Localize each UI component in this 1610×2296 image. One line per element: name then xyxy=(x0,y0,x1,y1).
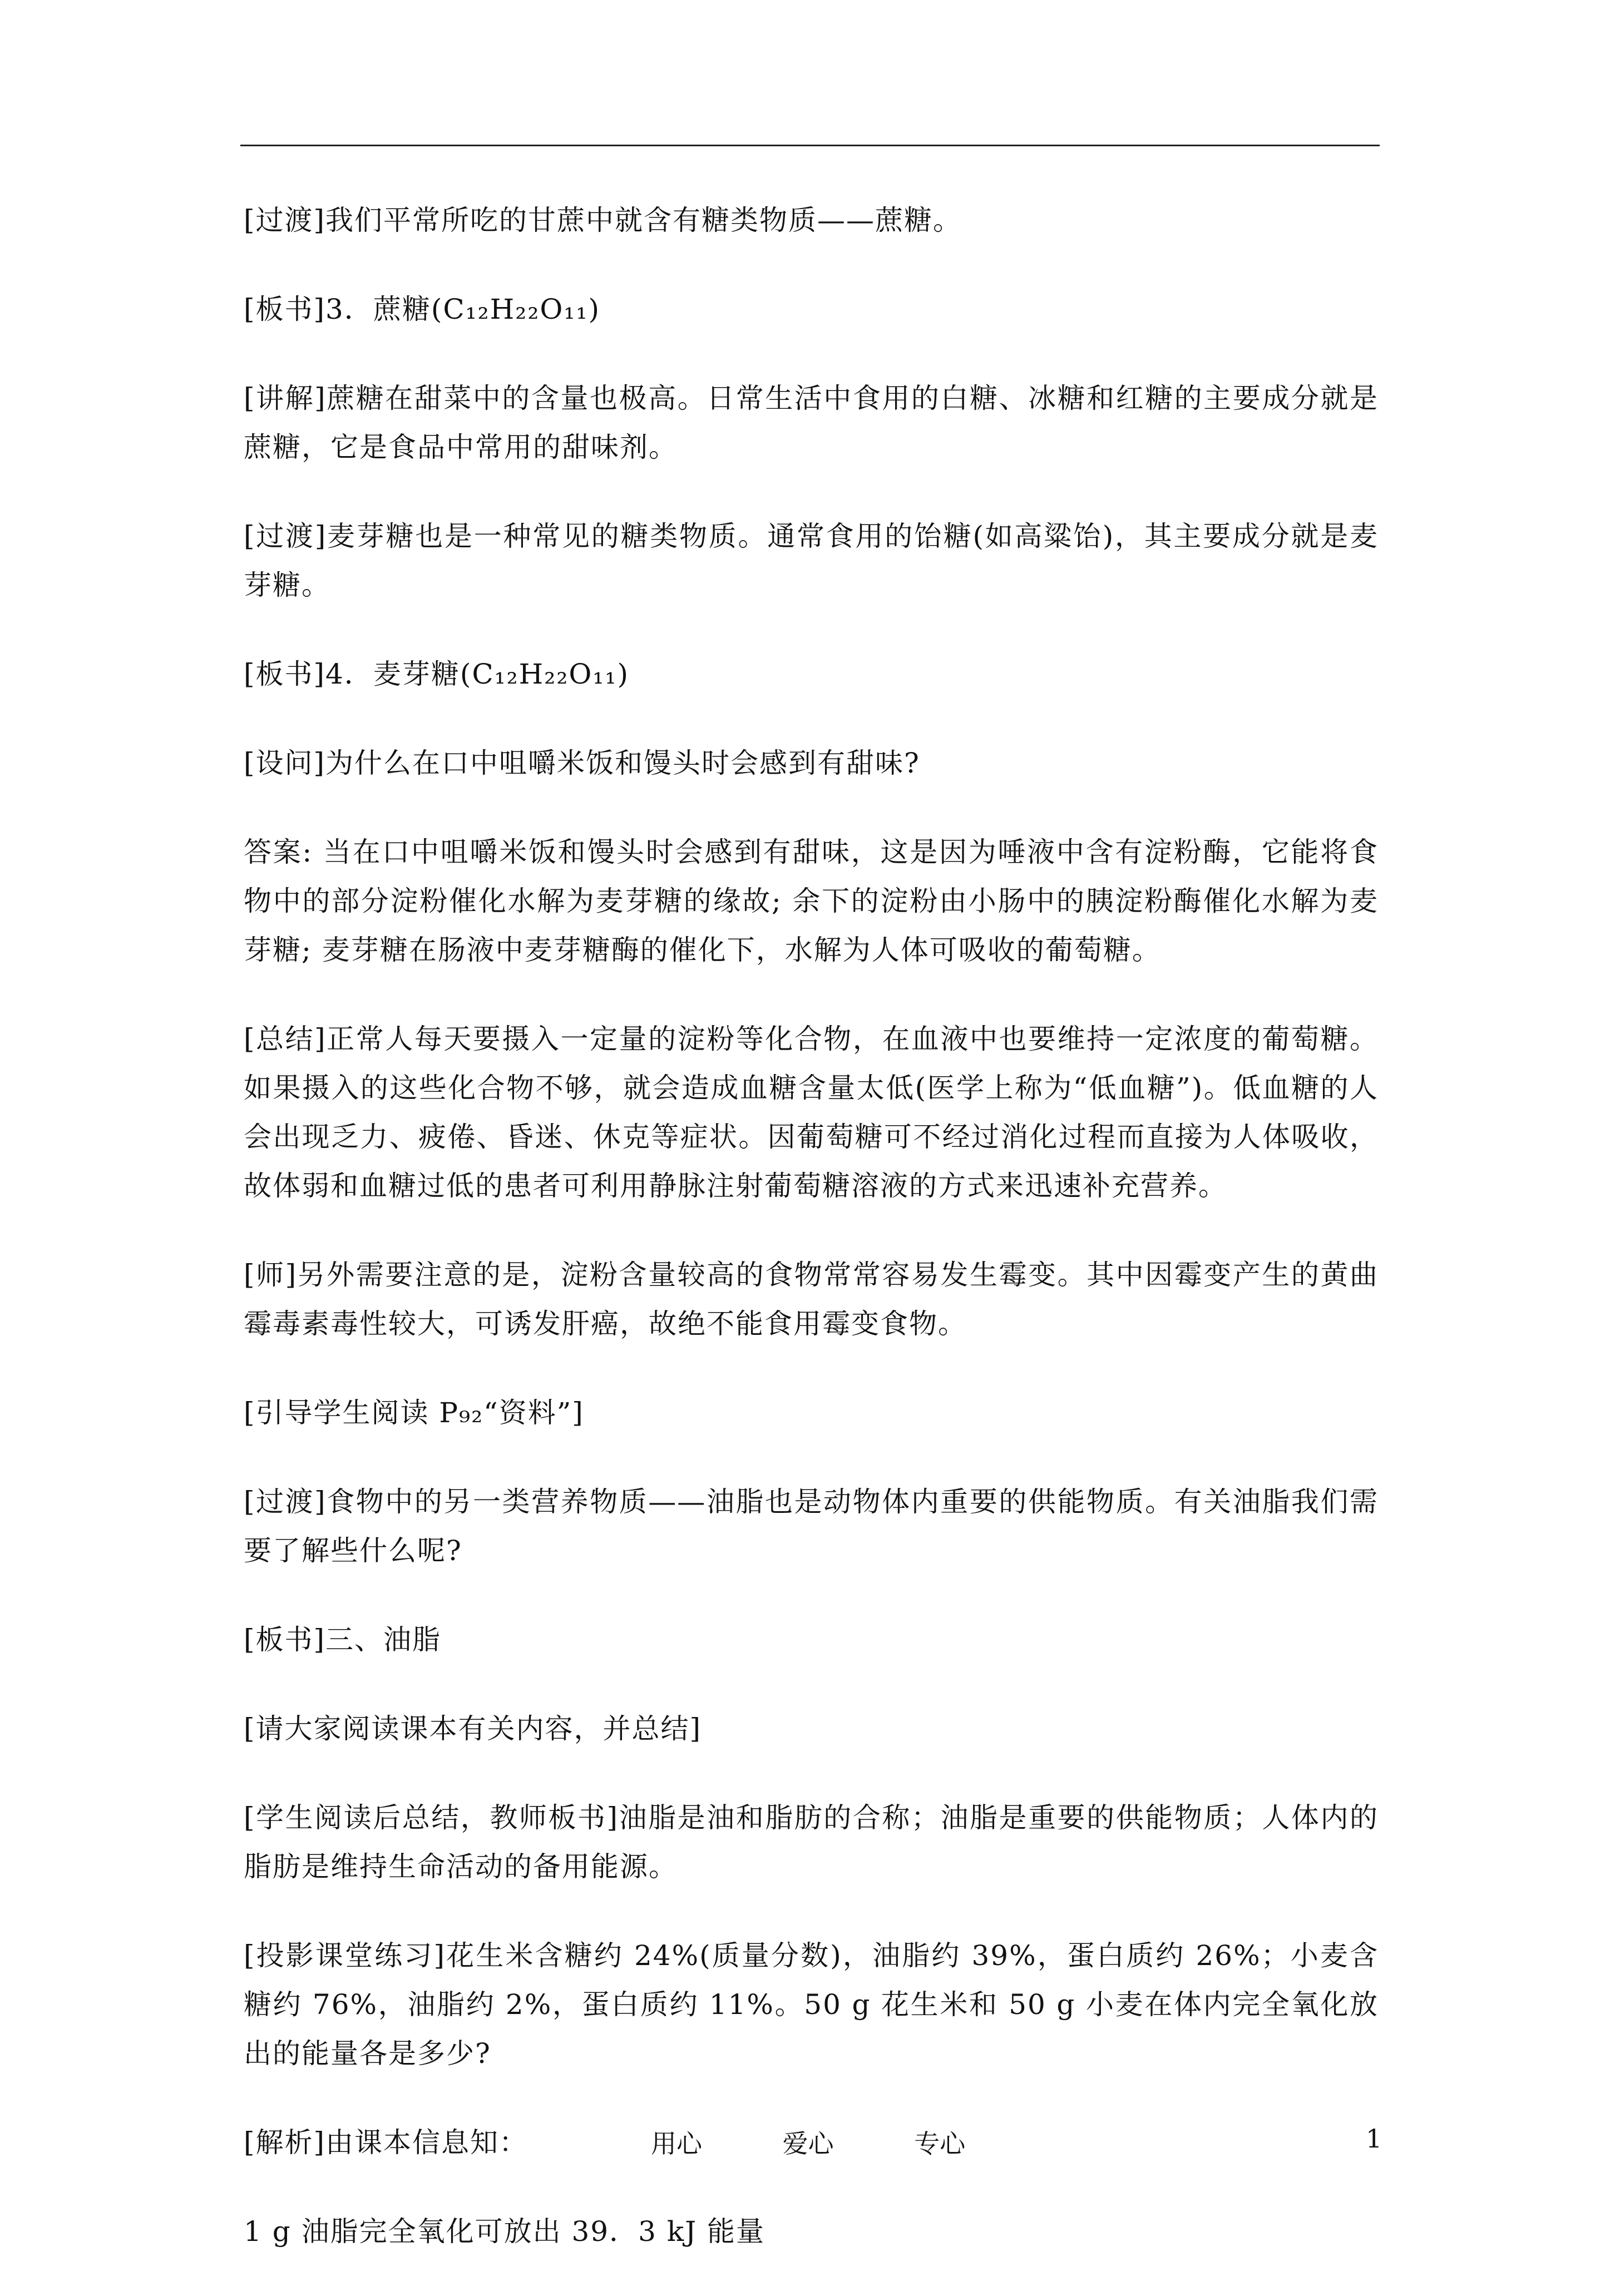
paragraph-answer: 答案: 当在口中咀嚼米饭和馒头时会感到有甜味，这是因为唾液中含有淀粉酶，它能将食物中的部分淀粉催化水解为麦芽糖的缘故; 余下的淀粉由小肠中的胰淀粉酶催化水解为麦芽糖; 麦芽糖在肠液中麦芽糖酶的催化下，水解为人体可吸收的葡萄糖。 xyxy=(244,836,1379,966)
paragraph-board-maltose: [板书]4．麦芽糖(C₁₂H₂₂O₁₁) xyxy=(244,658,629,690)
paragraph-reading-task: [请大家阅读课本有关内容，并总结] xyxy=(244,1713,702,1745)
paragraph-board-sucrose: [板书]3．蔗糖(C₁₂H₂₂O₁₁) xyxy=(244,293,600,325)
footer-motto-word: 用心 xyxy=(651,2129,702,2159)
paragraph-transition-sucrose: [过渡]我们平常所吃的甘蔗中就含有糖类物质——蔗糖。 xyxy=(244,204,962,236)
paragraph-analysis: [解析]由课本信息知： xyxy=(244,2126,529,2159)
footer-motto-word: 爱心 xyxy=(782,2129,834,2159)
document-body xyxy=(244,196,1379,2296)
paragraph-fat-energy: 1 g 油脂完全氧化可放出 39．3 kJ 能量 xyxy=(244,2215,766,2248)
page-number: 1 xyxy=(1366,2124,1382,2154)
footer-motto-word: 专心 xyxy=(914,2129,966,2159)
paragraph-exercise: [投影课堂练习]花生米含糖约 24%(质量分数)，油脂约 39%，蛋白质约 26%；小麦含糖约 76%，油脂约 2%，蛋白质约 11%。50 g 花生米和 50 g 小麦在体内完全氧化放出的能量各是多少? xyxy=(244,1939,1379,2070)
paragraph-teacher-note: [师]另外需要注意的是，淀粉含量较高的食物常常容易发生霉变。其中因霉变产生的黄曲霉毒素毒性较大，可诱发肝癌，故绝不能食用霉变食物。 xyxy=(244,1259,1379,1340)
paragraph-reading-guide: [引导学生阅读 P₉₂“资料”] xyxy=(244,1397,584,1429)
paragraph-explain-sucrose: [讲解]蔗糖在甜菜中的含量也极高。日常生活中食用的白糖、冰糖和红糖的主要成分就是蔗糖，它是食品中常用的甜味剂。 xyxy=(244,382,1379,463)
paragraph-question: [设问]为什么在口中咀嚼米饭和馒头时会感到有甜味? xyxy=(244,747,920,779)
paragraph-summary: [总结]正常人每天要摄入一定量的淀粉等化合物，在血液中也要维持一定浓度的葡萄糖。如果摄入的这些化合物不够，就会造成血糖含量太低(医学上称为“低血糖”)。低血糖的人会出现乏力、疲倦、昏迷、休克等症状。因葡萄糖可不经过消化过程而直接为人体吸收，故体弱和血糖过低的患者可利用静脉注射葡萄糖溶液的方式来迅速补充营养。 xyxy=(244,1023,1379,1202)
header-rule xyxy=(240,145,1380,146)
paragraph-student-summary: [学生阅读后总结，教师板书]油脂是油和脂肪的合称；油脂是重要的供能物质；人体内的脂肪是维持生命活动的备用能源。 xyxy=(244,1802,1379,1883)
paragraph-transition-fats: [过渡]食物中的另一类营养物质——油脂也是动物体内重要的供能物质。有关油脂我们需要了解些什么呢? xyxy=(244,1486,1379,1567)
page-footer xyxy=(0,2124,1610,2163)
paragraph-board-fats: [板书]三、油脂 xyxy=(244,1624,442,1656)
paragraph-transition-maltose: [过渡]麦芽糖也是一种常见的糖类物质。通常食用的饴糖(如高粱饴)，其主要成分就是麦芽糖。 xyxy=(244,520,1379,601)
footer-motto xyxy=(651,2124,1038,2160)
